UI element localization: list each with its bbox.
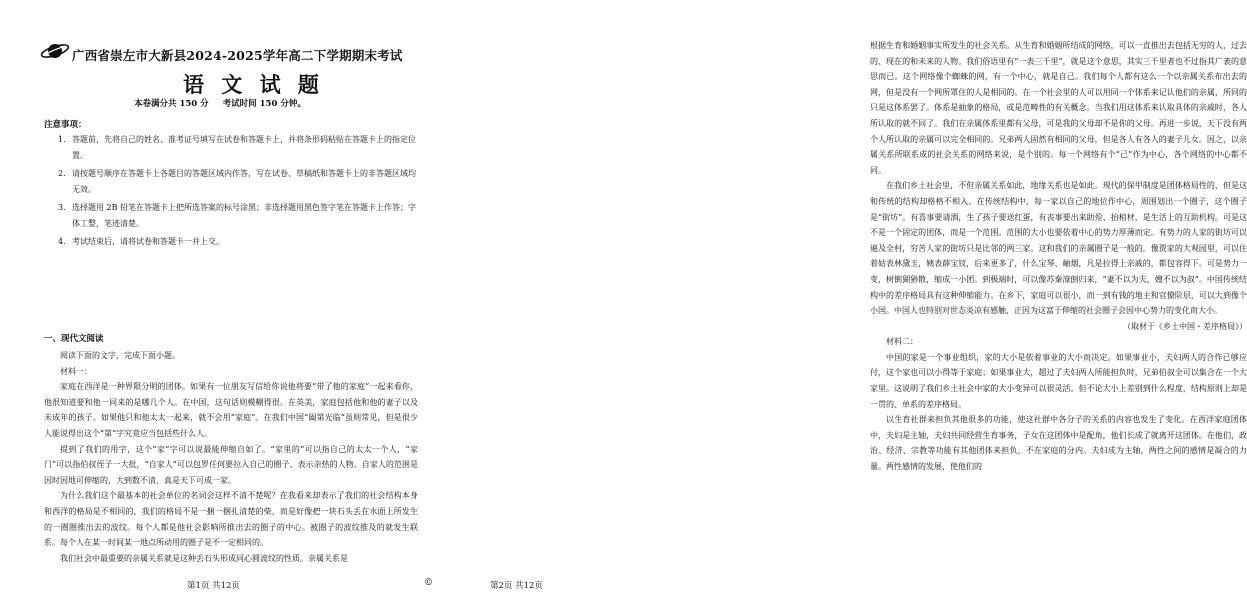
exam-title: 广西省崇左市大新县2024-2025学年高二下学期期末考试 (72, 48, 403, 63)
material1-label: 材料一： (60, 366, 92, 376)
paragraph: 为什么我们这个最基本的社会单位的名词会这样不清不楚呢？在我看来却表示了我们的社会结构本身和西洋的格局是不相同的，我们的格局不是一捆一捆扎清楚的柴，而是好像把一块石头丢在水面上所发生的一圈圈推出去的波纹。每个人都是他社会影响所推出去的圈子的中心。被圈子的波纹推及的就发生联系。每个人在某一时间某一地点所动用的圈子是不一定相同的。 (44, 491, 418, 548)
notice-num: 3. (58, 203, 66, 212)
source-citation: （取材于《乡土中国・差序格局》） (1123, 321, 1247, 331)
material2-label: 材料二： (886, 337, 918, 347)
paragraph: 家庭在西洋是一种界限分明的团体。如果有一位朋友写信给你说他将要“带了他的家庭”一起来看你，他很知道要和他一同来的是哪几个人。在中国，这句话则模糊得很。在英美，家庭包括他和他的妻子以及未成年的孩子。如果他只和他太太一起来，就不会用“家庭”。在我们中国“阖第光临”虽则常见，但是很少人能说得出这个“第”字究竟应当包括些什么人。 (44, 382, 418, 438)
exam-time: 考试时间 150 分钟。 (222, 99, 306, 109)
notice-num: 1. (58, 135, 66, 144)
right-body-text (870, 38, 1247, 475)
notice-num: 4. (58, 237, 66, 246)
notice-item (58, 234, 418, 250)
paragraph: 我们社会中最重要的亲属关系就是这种丢石头形成同心圆波纹的性质。亲属关系是 (60, 553, 348, 563)
subject-title: 语 文 试 题 (183, 72, 324, 97)
planet-logo-icon (40, 40, 70, 62)
page-number-right: 第2页 共12页 (490, 581, 543, 591)
exam-meta (134, 97, 306, 109)
paragraph: 提到了我们的用字，这个“家”字可以说最能伸缩自如了。“家里的”可以指自己的太太一个人，“家门”可以指伯叔侄子一大批，“自家人”可以包罗任何要拉入自己的圈子、表示亲热的人物。自家人的范围是因时因地可伸缩的，大到数不清，真是天下可成一家。 (44, 444, 418, 485)
notice-text: 答题前，先将自己的姓名、准考证号填写在试卷和答题卡上，并将条形码粘贴在答题卡上的指定位置。 (72, 135, 416, 160)
notice-heading: 注意事项： (44, 120, 87, 130)
notice-text: 请按题号顺序在答题卡上各题目的答题区域内作答，写在试卷、草稿纸和答题卡上的非答题区域均无效。 (72, 169, 416, 194)
paragraph: 以生育社群来担负其他很多的功能，使这社群中各分子的关系的内容也发生了变化。在西洋家庭团体中，夫妇是主轴，夫妇共同经营生育事务，子女在这团体中是配角，他们长成了就离开这团体。在他们，政治、经济、宗教等功能有其他团体来担负，不在家庭的分内。夫妇成为主轴，两性之间的感情是凝合的力量。两性感情的发展，使他们的 (870, 415, 1247, 472)
notice-num: 2. (58, 169, 66, 178)
full-marks: 本卷满分共 150 分 (134, 99, 209, 109)
section-heading: 一、现代文阅读 (44, 334, 104, 344)
notice-item (58, 166, 418, 197)
notice-item (58, 132, 418, 163)
notice-item (58, 200, 418, 231)
left-body-text (44, 348, 418, 566)
paragraph: 在我们乡土社会里，不但亲属关系如此，地缘关系也是如此。现代的保甲制度是团体格局性的，但是这和传统的结构却格格不相入。在传统结构中，每一家以自己的地位作中心，周围划出一个圈子，这个圈子是“街坊”。有喜事要请酒，生了孩子要送红蛋，有丧事要出来助殓、抬棺材，是生活上的互助机构。可是这不是一个固定的团体，而是一个范围。范围的大小也要依着中心的势力厚薄而定。有势力的人家的街坊可以遍及全村，穷苦人家的街坊只是比邻的两三家。这和我们的亲属圈子是一般的。像贾家的大观园里，可以住着姑表林黛玉，姨表薛宝钗，后来更多了，什么宝琴、岫烟，凡是拉得上亲戚的，都包容得下。可是势力一变，树倒猢狲散，缩成一小团。到极端时，可以像苏秦潦倒归来，“妻不以为夫，嫂不以为叔”。中国传统结构中的差序格局具有这种伸缩能力。在乡下，家庭可以很小，而一到有钱的地主和官僚阶层，可以大到像个小国。中国人也特别对世态炎凉有感触，正因为这富于伸缩的社会圈子会因中心势力的变化而大小。 (870, 181, 1247, 316)
notice-text: 选择题用 2B 铅笔在答题卡上把所选答案的标号涂黑；非选择题用黑色签字笔在答题卡上作答；字体工整，笔迹清楚。 (72, 203, 417, 228)
instruction: 阅读下面的文字，完成下面小题。 (60, 351, 180, 360)
page-number-left: 第1页 共12页 (187, 581, 240, 591)
paragraph: 根据生育和婚姻事实所发生的社会关系。从生育和婚姻所结成的网络，可以一直推出去包括无穷的人，过去的、现在的和未来的人物。我们俗语里有“一表三千里”，就是这个意思，其实三千里者也不过指其广袤的意思而已。这个网络像个蜘蛛的网，有一个中心，就是自己。我们每个人都有这么一个以亲属关系布出去的网，但是没有一个网所罩住的人是相同的。在一个社会里的人可以用同一个体系来记认他们的亲属，所同的只是这体系罢了。体系是抽象的格局，或是范畴性的有关概念。当我们用这体系来认取具体的亲戚时，各人所认取的就不同了。我们在亲属体系里都有父母，可是我的父母却不是你的父母。再进一步说，天下没有两个人所认取的亲属可以完全相同的。兄弟两人固然有相同的父母，但是各人有各人的妻子儿女。因之，以亲属关系所联系成的社会关系的网络来说，是个别的。每一个网络有个“己”作为中心，各个网络的中心都不同。 (870, 41, 1247, 175)
notice-list (58, 132, 418, 250)
paragraph: 中国的家是一个事业组织，家的大小是依着事业的大小而决定。如果事业小，夫妇两人的合作已够应付，这个家也可以小得等于家庭；如果事业大，超过了夫妇两人所能担负时，兄弟伯叔全可以集合在一个大家里。这说明了我们乡土社会中家的大小变异可以很灵活。但不论大小上差别到什么程度，结构原则上却是一贯的、单系的差序格局。 (870, 352, 1247, 409)
copyright-mark-icon: © (424, 578, 433, 588)
notice-text: 考试结束后，请将试卷和答题卡一并上交。 (72, 237, 224, 246)
